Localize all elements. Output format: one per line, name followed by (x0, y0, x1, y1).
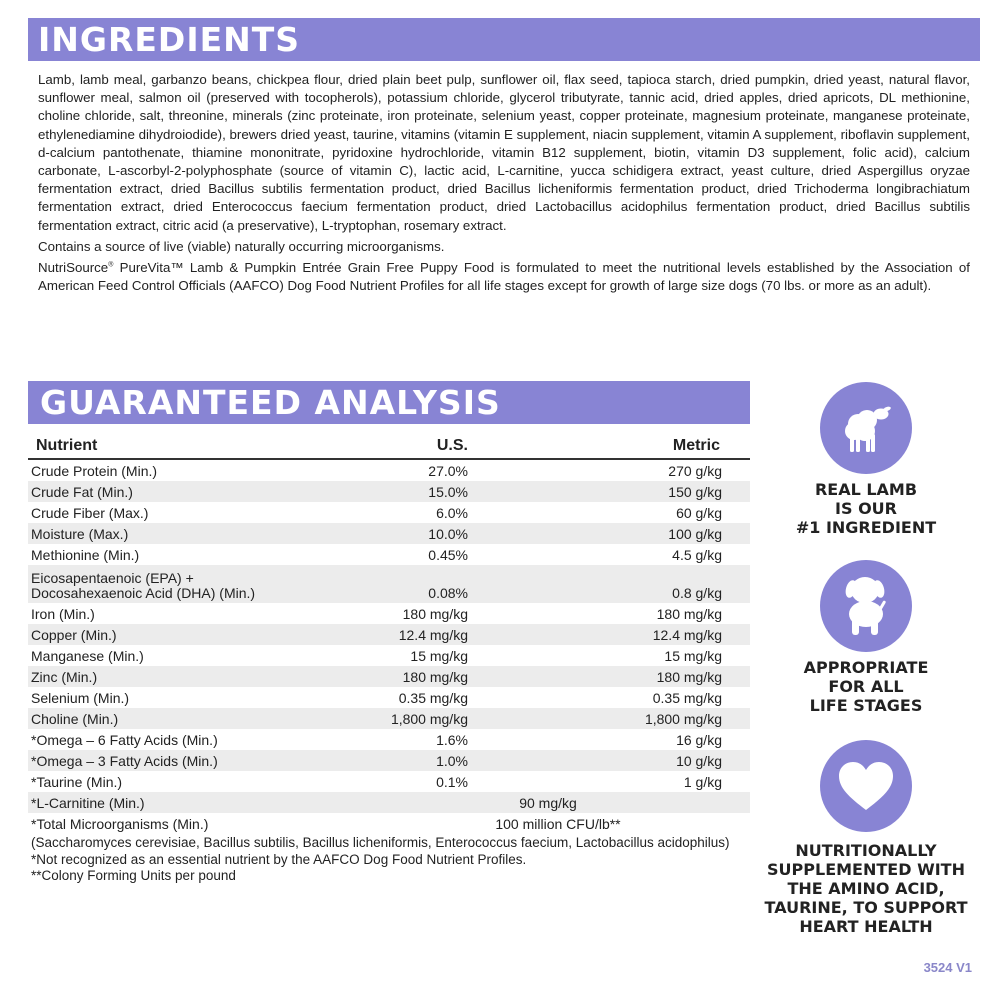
aafco-statement-text: PureVita™ Lamb & Pumpkin Entrée Grain Free Puppy Food is formulated to meet the nutritional levels established by the Association of American Feed Control Officials (AAFCO) Dog Food Nutrient Profiles for all life stages except for growth of large size dogs (70 lbs. or more as an adult). (38, 260, 970, 294)
badge-line: TAURINE, TO SUPPORT (764, 898, 968, 917)
nutrient-name: *Taurine (Min.) (31, 774, 123, 790)
life-stages-badge-text (760, 658, 972, 715)
table-row (28, 813, 750, 834)
metric-value: 15 mg/kg (664, 648, 722, 664)
badge-line: #1 INGREDIENT (795, 518, 937, 537)
us-value: 0.45% (428, 547, 468, 563)
nutrient-name: *L-Carnitine (Min.) (31, 795, 145, 811)
brand-name: NutriSource (38, 260, 109, 276)
us-value: 27.0% (428, 463, 468, 479)
metric-value: 10 g/kg (676, 753, 722, 769)
badge-line: HEART HEALTH (799, 917, 933, 936)
analysis-footnotes (31, 835, 751, 885)
ingredients-section (38, 71, 970, 298)
header-metric: Metric (672, 437, 720, 454)
taurine-badge-text (760, 841, 972, 936)
badge-line: LIFE STAGES (809, 696, 923, 715)
metric-value: 1 g/kg (683, 774, 722, 790)
table-row (28, 544, 750, 565)
table-row (28, 666, 750, 687)
metric-value: 100 g/kg (668, 526, 722, 542)
us-value: 10.0% (428, 526, 468, 542)
us-value: 180 mg/kg (402, 669, 468, 685)
combined-value: 90 mg/kg (519, 795, 577, 811)
table-row (28, 523, 750, 544)
badge-line: NUTRITIONALLY (795, 841, 937, 860)
table-row (28, 771, 750, 792)
metric-value: 12.4 mg/kg (652, 627, 722, 643)
puppy-badge (820, 560, 912, 652)
table-row (28, 460, 750, 481)
us-value: 1,800 mg/kg (390, 711, 468, 727)
nutrient-name: *Omega – 3 Fatty Acids (Min.) (31, 753, 218, 769)
nutrient-name: Manganese (Min.) (31, 648, 144, 664)
nutrient-name: Choline (Min.) (31, 711, 119, 727)
nutrient-name: Methionine (Min.) (31, 547, 140, 563)
us-value: 180 mg/kg (402, 606, 468, 622)
us-value: 15.0% (428, 484, 468, 500)
header-us: U.S. (436, 437, 468, 454)
nutrient-name (28, 571, 358, 601)
table-row (28, 645, 750, 666)
registered-mark: ® (108, 261, 114, 269)
table-row (28, 729, 750, 750)
nutrient-name-line: Docosahexaenoic Acid (DHA) (Min.) (31, 585, 256, 601)
us-value: 0.35 mg/kg (398, 690, 468, 706)
table-row (28, 792, 750, 813)
nutrient-name: Moisture (Max.) (31, 526, 129, 542)
metric-value: 16 g/kg (676, 732, 722, 748)
metric-value: 1,800 mg/kg (644, 711, 722, 727)
guaranteed-analysis-table (28, 432, 750, 834)
us-value: 0.08% (428, 585, 468, 601)
nutrient-name: Crude Fiber (Max.) (31, 505, 149, 521)
badge-line: FOR ALL (828, 677, 904, 696)
table-header (28, 432, 750, 460)
lamb-badge (820, 382, 912, 474)
nutrient-name-line: Eicosapentaenoic (EPA) + (31, 570, 194, 586)
version-code: 3524 V1 (923, 960, 972, 975)
cfu-footnote: **Colony Forming Units per pound (31, 868, 236, 883)
microorganism-species-note: (Saccharomyces cerevisiae, Bacillus subtilis, Bacillus licheniformis, Enterococcus faecium, Lactobacillus acidophilus) (31, 835, 730, 850)
nutrient-name: Copper (Min.) (31, 627, 117, 643)
puppy-icon (836, 574, 896, 638)
metric-value: 180 mg/kg (656, 606, 722, 622)
table-row (28, 750, 750, 771)
badge-line: THE AMINO ACID, (787, 879, 945, 898)
metric-value: 0.35 mg/kg (652, 690, 722, 706)
table-row (28, 565, 750, 603)
ingredients-list: Lamb, lamb meal, garbanzo beans, chickpea flour, dried plain beet pulp, sunflower oil, flax seed, tapioca starch, dried pumpkin, dried yeast, natural flavor, sunflower meal, salmon oil (preserved with tocopherols), potassium chloride, glycerol tributyrate, tannic acid, dried apples, dried apricots, DL methionine, choline chloride, salt, threonine, minerals (zinc proteinate, iron proteinate, selenium yeast, copper proteinate, magnesium proteinate, manganese proteinate, ethylenediamine dihydroiodide), brewers dried yeast, taurine, vitamins (vitamin E supplement, niacin supplement, vitamin A supplement, riboflavin supplement, d-calcium pantothenate, thiamine mononitrate, pyridoxine hydrochloride, vitamin B12 supplement, biotin, vitamin D3 supplement, folic acid), calcium carbonate, L-ascorbyl-2-polyphosphate (source of vitamin C), lactic acid, L-carnitine, yucca schidigera extract, yeast culture, dried Aspergillus oryzae fermentation extract, dried Bacillus subtilis fermentation product, dried Bacillus licheniformis fermentation product, dried Trichoderma longibrachiatum fermentation extract, dried Enterococcus faecium fermentation product, dried Lactobacillus acidophilus fermentation product, dried Bacillus subtilis fermentation extract, citric acid (a preservative), L-tryptophan, rosemary extract. (38, 72, 970, 233)
metric-value: 0.8 g/kg (672, 585, 722, 601)
table-row (28, 502, 750, 523)
metric-value: 60 g/kg (676, 505, 722, 521)
guaranteed-analysis-heading: GUARANTEED ANALYSIS (28, 381, 750, 424)
aafco-statement (38, 259, 970, 295)
table-row (28, 603, 750, 624)
lamb-icon (834, 398, 898, 458)
nutrient-name: *Total Microorganisms (Min.) (31, 816, 209, 832)
table-row (28, 481, 750, 502)
probiotic-note: Contains a source of live (viable) naturally occurring microorganisms. (38, 238, 445, 254)
badge-line: SUPPLEMENTED WITH (767, 860, 965, 879)
badge-line: APPROPRIATE (803, 658, 929, 677)
nutrient-name: Selenium (Min.) (31, 690, 130, 706)
ingredients-heading: INGREDIENTS (28, 18, 980, 61)
metric-value: 270 g/kg (668, 463, 722, 479)
us-value: 1.0% (436, 753, 468, 769)
lamb-badge-text (760, 480, 972, 537)
us-value: 12.4 mg/kg (398, 627, 468, 643)
nutrient-name: Crude Protein (Min.) (31, 463, 158, 479)
us-value: 0.1% (436, 774, 468, 790)
us-value: 6.0% (436, 505, 468, 521)
nutrient-name: *Omega – 6 Fatty Acids (Min.) (31, 732, 218, 748)
header-nutrient: Nutrient (36, 437, 98, 454)
nutrient-name: Zinc (Min.) (31, 669, 98, 685)
heart-icon (837, 760, 895, 812)
badge-line: REAL LAMB (814, 480, 918, 499)
heart-badge (820, 740, 912, 832)
us-value: 15 mg/kg (410, 648, 468, 664)
table-row (28, 687, 750, 708)
metric-value: 4.5 g/kg (672, 547, 722, 563)
combined-value: 100 million CFU/lb** (495, 816, 621, 832)
metric-value: 150 g/kg (668, 484, 722, 500)
aafco-footnote: *Not recognized as an essential nutrient by the AAFCO Dog Food Nutrient Profiles. (31, 851, 527, 867)
table-row (28, 624, 750, 645)
metric-value: 180 mg/kg (656, 669, 722, 685)
badge-line: IS OUR (835, 499, 897, 518)
nutrient-name: Iron (Min.) (31, 606, 95, 622)
nutrient-name: Crude Fat (Min.) (31, 484, 133, 500)
table-row (28, 708, 750, 729)
us-value: 1.6% (436, 732, 468, 748)
